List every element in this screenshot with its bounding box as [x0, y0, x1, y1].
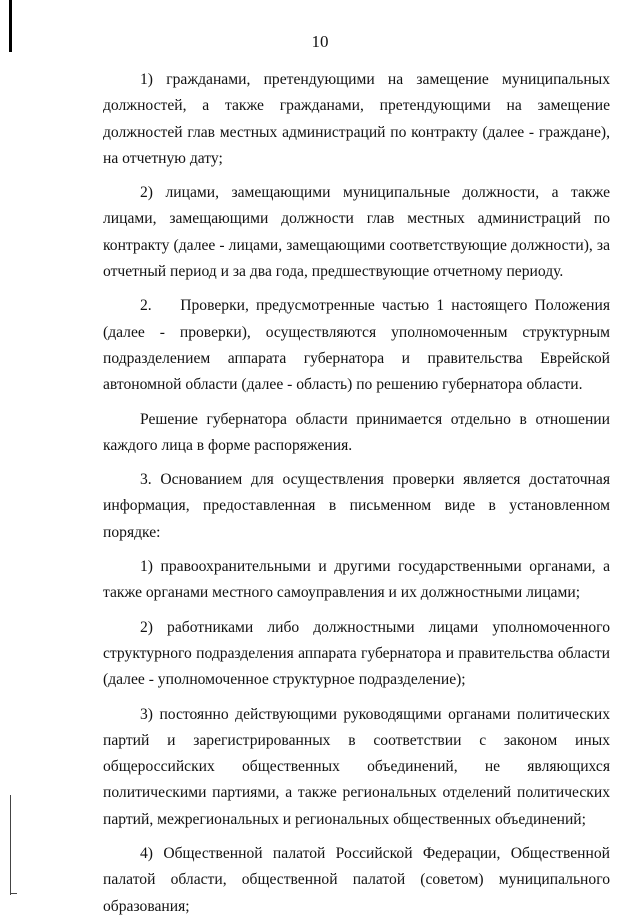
- document-body: [103, 67, 610, 920]
- page-number: 10: [311, 32, 329, 51]
- paragraph-6: 1) правоохранительными и другими государственными органами, а также органами местного самоуправления и их должностными лицами;: [103, 558, 610, 602]
- paragraph-1: 1) гражданами, претендующими на замещение муниципальных должностей, а также гражданами, претендующими на замещение должностей глав местных администраций по контракту (далее - граждане), на отчетную дату;: [103, 71, 610, 167]
- paragraph-2: 2) лицами, замещающими муниципальные должности, а также лицами, замещающими должности глав местных администраций по контракту (далее - лицами, замещающими соответствующие должности), за отчетный период и за два года, предшествующие отчетному периоду.: [103, 184, 610, 281]
- scan-margin-tick: [10, 893, 17, 894]
- paragraph-5: 3. Основанием для осуществления проверки является достаточная информация, предоставленная в письменном виде в установленном порядке:: [103, 471, 610, 541]
- paragraph-4: Решение губернатора области принимается отдельно в отношении каждого лица в форме распоряжения.: [103, 410, 610, 454]
- paragraph-8: 3) постоянно действующими руководящими органами политических партий и зарегистрированных в соответствии с законом иных общероссийских общественных объединений, не являющихся политическими партиями, а также региональных отделений политических партий, межрегиональных и региональных общественных объединений;: [103, 705, 610, 828]
- scan-margin-line: [10, 795, 11, 895]
- paragraph-9: 4) Общественной палатой Российской Федерации, Общественной палатой области, общественной палатой (советом) муниципального образования;: [103, 845, 610, 915]
- paragraph-3: 2. Проверки, предусмотренные частью 1 настоящего Положения (далее - проверки), осуществляются уполномоченным структурным подразделением аппарата губернатора и правительства Еврейской автономной области (далее - область) по решению губернатора области.: [103, 297, 610, 394]
- paragraph-7: 2) работниками либо должностными лицами уполномоченного структурного подразделения аппарата губернатора и правительства области (далее - уполномоченное структурное подразделение);: [103, 618, 610, 689]
